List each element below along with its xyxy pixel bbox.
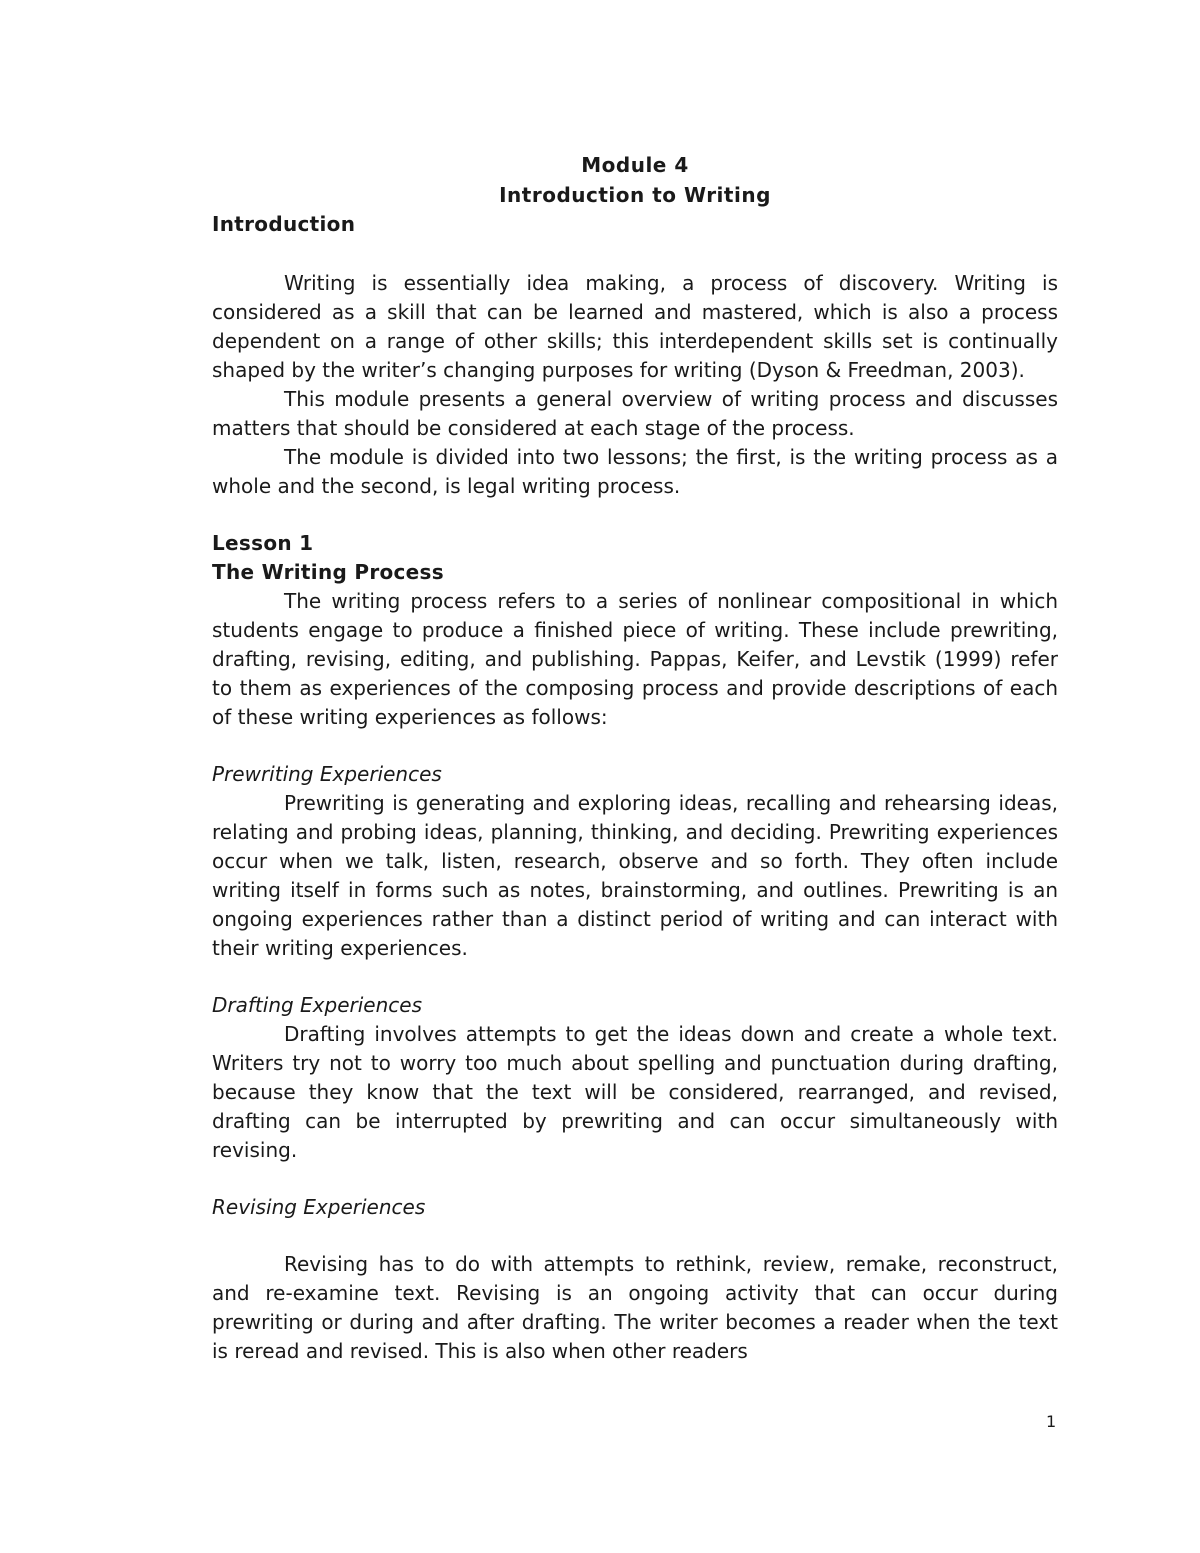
intro-paragraph-1: Writing is essentially idea making, a process of discovery. Writing is considered as a skill that can be learned and mastered, which is also a process dependent on a range of other skills; this interdependent skills set is continually shaped by the writer’s changing purposes for writing (Dyson & Freedman, 2003).: [212, 271, 1058, 382]
lesson-title: The Writing Process: [212, 560, 444, 584]
spacer: [212, 1222, 1058, 1250]
spacer: [212, 732, 1058, 760]
document-page: [212, 150, 1058, 1366]
page-number: 1: [1046, 1412, 1057, 1431]
drafting-heading: Drafting Experiences: [212, 993, 422, 1017]
lesson-paragraph: The writing process refers to a series of nonlinear compositional in which students engage to produce a finished piece of writing. These include prewriting, drafting, revising, editing, and publishing. Pappas, Keifer, and Levstik (1999) refer to them as experiences of the composing process and provide descriptions of each of these writing experiences as follows:: [212, 589, 1058, 729]
spacer: [212, 239, 1058, 269]
prewriting-paragraph: Prewriting is generating and exploring ideas, recalling and rehearsing ideas, relating and probing ideas, planning, thinking, and deciding. Prewriting experiences occur when we talk, listen, research, observe and so forth. They often include writing itself in forms such as notes, brainstorming, and outlines. Prewriting is an ongoing experiences rather than a distinct period of writing and can interact with their writing experiences.: [212, 791, 1058, 960]
spacer: [212, 963, 1058, 991]
drafting-paragraph: Drafting involves attempts to get the ideas down and create a whole text. Writers try not to worry too much about spelling and punctuation during drafting, because they know that the text will be considered, rearranged, and revised, drafting can be interrupted by prewriting and can occur simultaneously with revising.: [212, 1022, 1058, 1162]
revising-paragraph: Revising has to do with attempts to rethink, review, remake, reconstruct, and re-examine text. Revising is an ongoing activity that can occur during prewriting or during and after drafting. The writer becomes a reader when the text is reread and revised. This is also when other readers: [212, 1252, 1058, 1363]
intro-paragraph-2: This module presents a general overview of writing process and discusses matters that should be considered at each stage of the process.: [212, 387, 1058, 440]
module-label: Module 4: [581, 153, 689, 177]
spacer: [212, 1165, 1058, 1193]
intro-paragraph-3: The module is divided into two lessons; the first, is the writing process as a whole and the second, is legal writing process.: [212, 445, 1058, 498]
introduction-heading: Introduction: [212, 212, 356, 236]
revising-heading: Revising Experiences: [212, 1195, 426, 1219]
spacer: [212, 501, 1058, 529]
document-title: Introduction to Writing: [499, 183, 771, 207]
prewriting-heading: Prewriting Experiences: [212, 762, 442, 786]
lesson-label: Lesson 1: [212, 531, 314, 555]
